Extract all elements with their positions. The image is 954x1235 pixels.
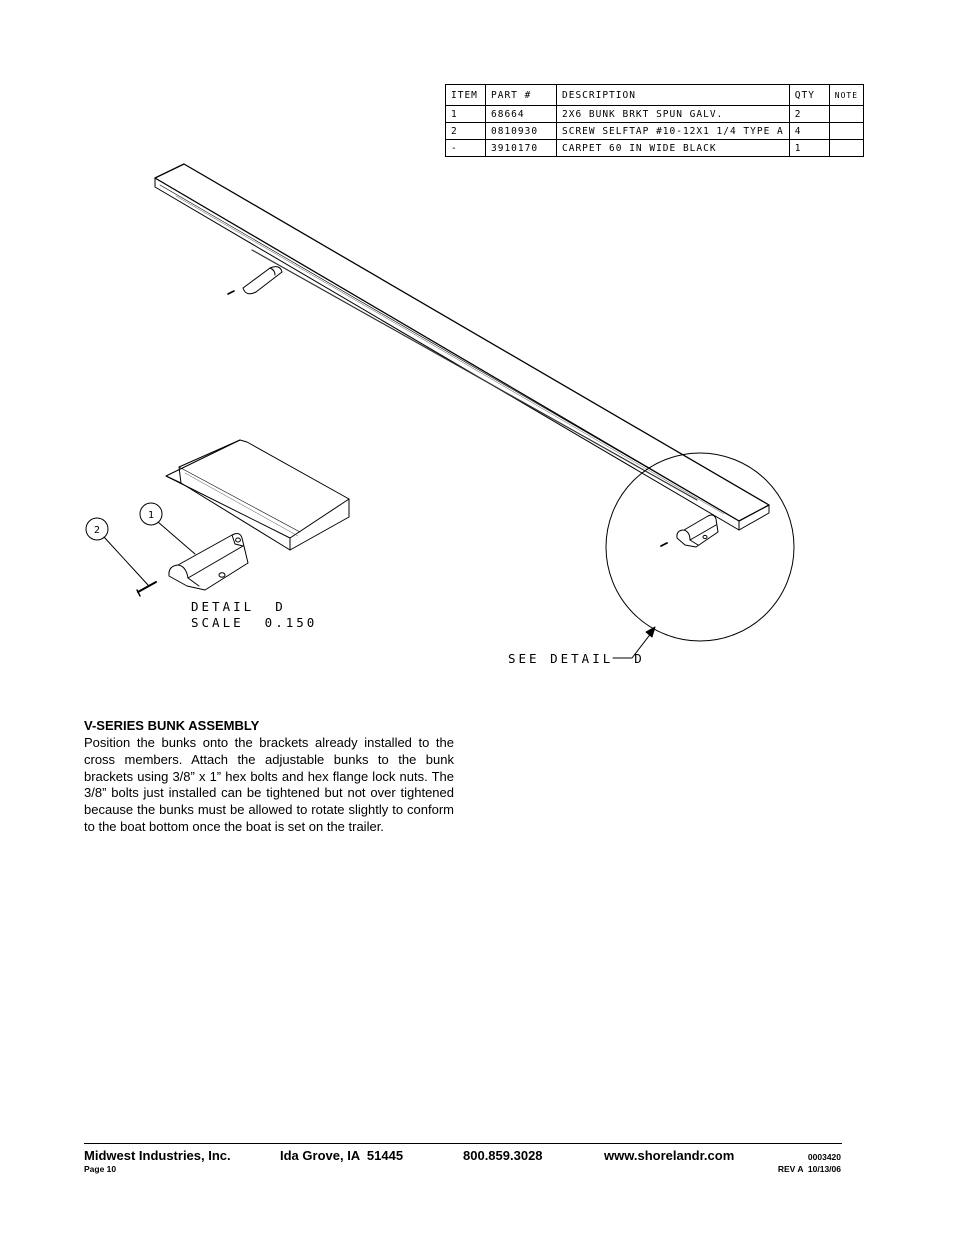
see-detail-label: SEE DETAIL D xyxy=(508,651,645,666)
footer-company: Midwest Industries, Inc. xyxy=(84,1148,231,1163)
header-part-number: PART # xyxy=(486,85,557,106)
cell-part-number: 68664 xyxy=(486,106,557,123)
bunk-board xyxy=(155,164,769,530)
header-description: DESCRIPTION xyxy=(557,85,790,106)
header-qty: QTY xyxy=(789,85,829,106)
detail-label-title: DETAIL D xyxy=(191,599,286,614)
footer-revision: REV A 10/13/06 xyxy=(777,1164,841,1174)
footer-website: www.shorelandr.com xyxy=(604,1148,735,1163)
footer-divider xyxy=(84,1143,842,1144)
footer-doc-number: 0003420 xyxy=(807,1152,841,1162)
bunk-bracket-lower xyxy=(661,515,718,547)
cell-item: 2 xyxy=(446,123,486,140)
footer-location: Ida Grove, IA 51445 xyxy=(280,1148,404,1163)
footer-page-number: Page 10 xyxy=(84,1164,117,1174)
cell-qty: 1 xyxy=(789,140,829,157)
cell-qty: 4 xyxy=(789,123,829,140)
cell-qty: 2 xyxy=(789,106,829,123)
cell-item: - xyxy=(446,140,486,157)
header-note: NOTE xyxy=(829,85,863,106)
callout-2-label: 2 xyxy=(93,525,101,536)
detail-bunk-section xyxy=(166,440,349,550)
cell-description: CARPET 60 IN WIDE BLACK xyxy=(557,140,790,157)
cell-description: 2X6 BUNK BRKT SPUN GALV. xyxy=(557,106,790,123)
cell-description: SCREW SELFTAP #10-12X1 1/4 TYPE A xyxy=(557,123,790,140)
cell-item: 1 xyxy=(446,106,486,123)
instructions-paragraph: Position the bunks onto the brackets already installed to the cross members. Attach the adjustable bunks to the bunk brackets using 3/8” x 1” hex bolts and hex flange lock nuts. The 3/8” bolts just installed can be tightened but not over tightened because the bunks must be allowed to rotate slightly to conform to the boat bottom once the boat is set on the trailer. xyxy=(84,735,454,834)
callout-1-label: 1 xyxy=(147,510,155,521)
footer-phone: 800.859.3028 xyxy=(463,1148,543,1163)
bunk-bracket-upper xyxy=(228,267,282,294)
detail-circle xyxy=(606,453,794,641)
detail-label-scale: SCALE 0.150 xyxy=(191,615,318,630)
section-title: V-SERIES BUNK ASSEMBLY xyxy=(84,718,260,733)
cell-part-number: 3910170 xyxy=(486,140,557,157)
cell-part-number: 0810930 xyxy=(486,123,557,140)
header-item: ITEM xyxy=(446,85,486,106)
